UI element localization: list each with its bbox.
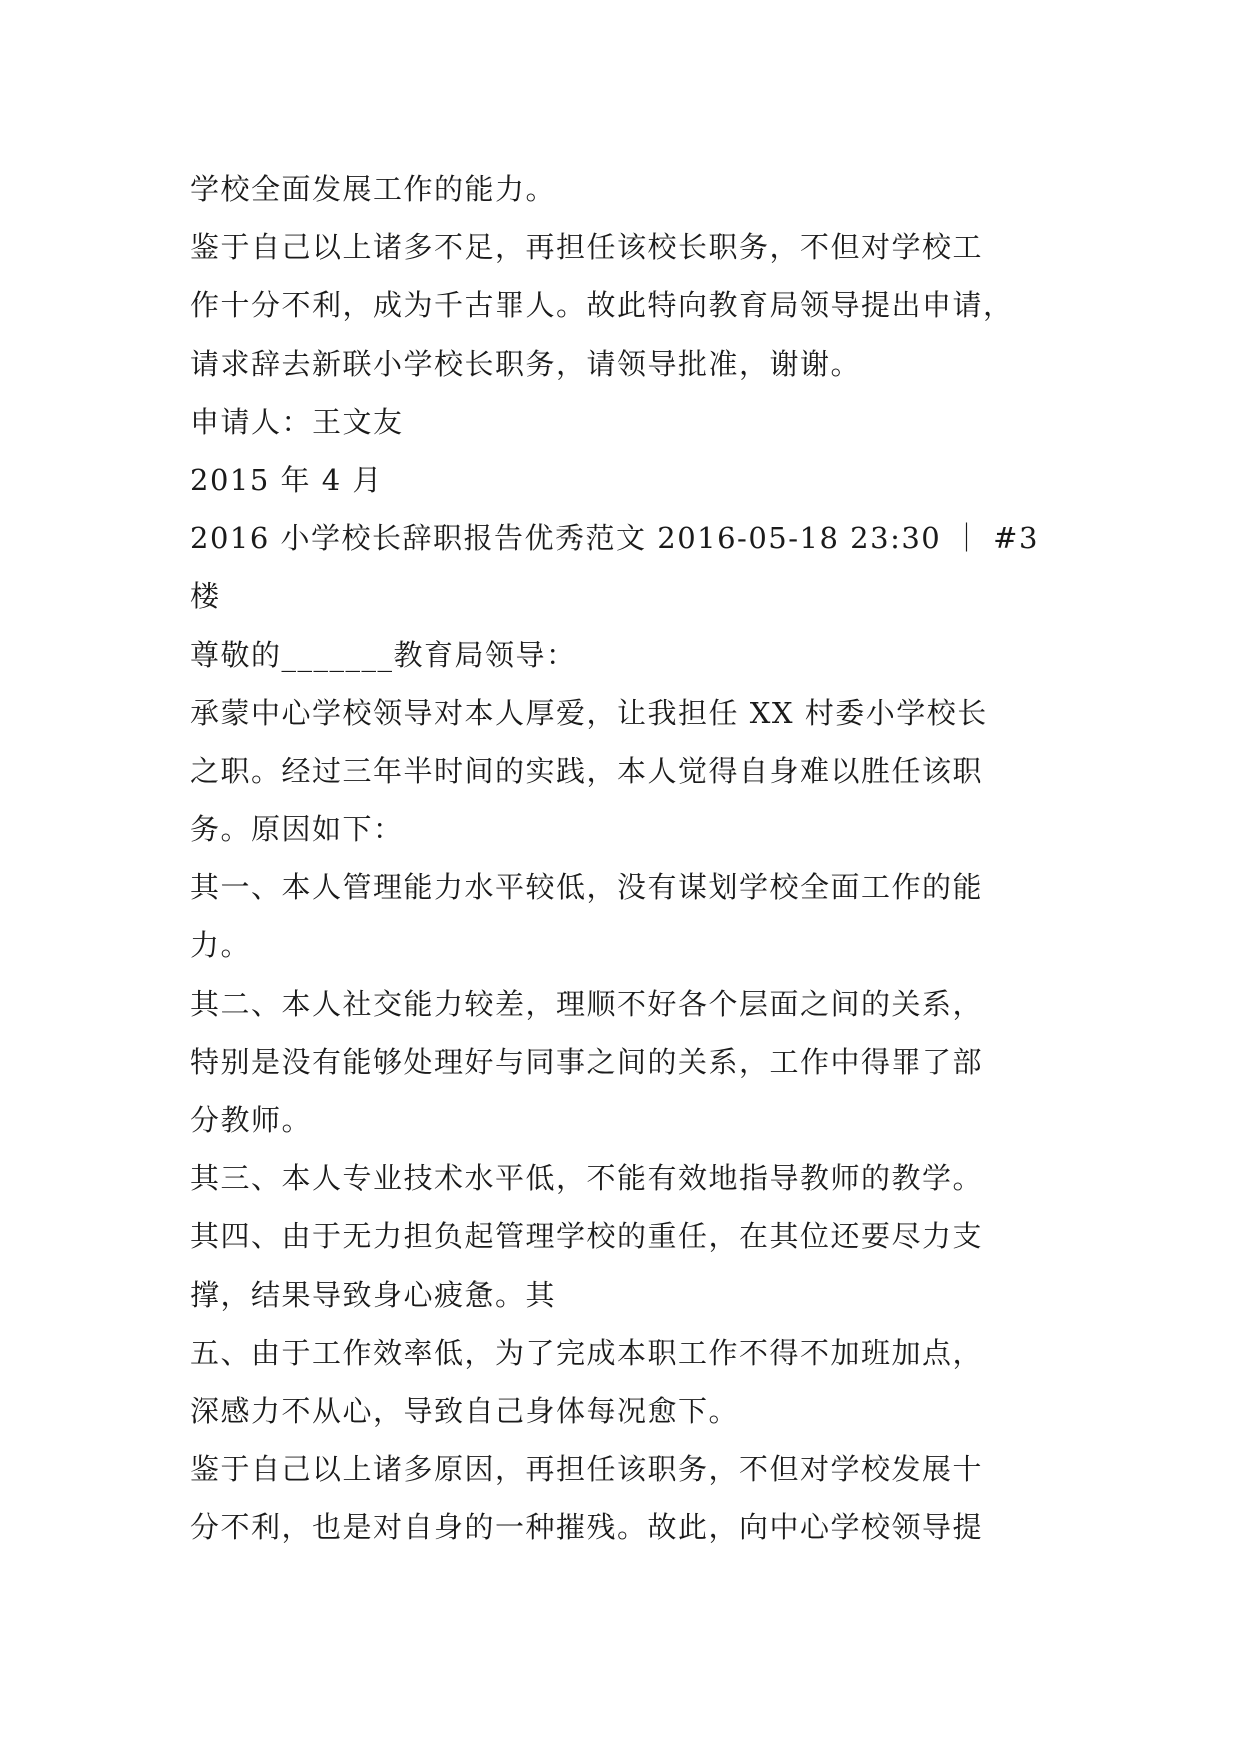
post-header-line: 2016 小学校长辞职报告优秀范文 2016-05-18 23:30 ｜ #3 bbox=[190, 521, 1039, 556]
text-line: 深感力不从心，导致自己身体每况愈下。 bbox=[190, 1393, 740, 1428]
text-line: 鉴于自己以上诸多原因，再担任该职务，不但对学校发展十 bbox=[190, 1452, 984, 1487]
salutation-line: 尊敬的_______教育局领导： bbox=[190, 637, 577, 672]
text-line: 请求辞去新联小学校长职务，请领导批准，谢谢。 bbox=[190, 346, 862, 381]
post-header-line: 楼 bbox=[190, 579, 221, 614]
text-line: 特别是没有能够处理好与同事之间的关系，工作中得罪了部 bbox=[190, 1044, 984, 1079]
text-line: 分不利，也是对自身的一种摧残。故此，向中心学校领导提 bbox=[190, 1510, 984, 1545]
text-line: 作十分不利，成为千古罪人。故此特向教育局领导提出申请， bbox=[190, 288, 1014, 323]
text-line: 鉴于自己以上诸多不足，再担任该校长职务，不但对学校工 bbox=[190, 230, 984, 265]
date-line: 2015 年 4 月 bbox=[190, 462, 383, 497]
text-line: 其一、本人管理能力水平较低，没有谋划学校全面工作的能 bbox=[190, 870, 984, 905]
text-line: 之职。经过三年半时间的实践，本人觉得自身难以胜任该职 bbox=[190, 753, 984, 788]
signature-line: 申请人：王文友 bbox=[190, 404, 404, 439]
text-line: 五、由于工作效率低，为了完成本职工作不得不加班加点， bbox=[190, 1335, 984, 1370]
text-line: 其三、本人专业技术水平低，不能有效地指导教师的教学。 bbox=[190, 1161, 984, 1196]
text-line: 分教师。 bbox=[190, 1103, 313, 1137]
text-line: 承蒙中心学校领导对本人厚爱，让我担任 XX 村委小学校长 bbox=[190, 695, 988, 730]
document-body bbox=[190, 160, 1070, 1557]
text-line: 务。原因如下： bbox=[190, 812, 404, 847]
text-line: 其二、本人社交能力较差，理顺不好各个层面之间的关系， bbox=[190, 986, 984, 1021]
text-line: 其四、由于无力担负起管理学校的重任，在其位还要尽力支 bbox=[190, 1219, 984, 1254]
text-line: 学校全面发展工作的能力。 bbox=[190, 172, 557, 206]
text-line: 力。 bbox=[190, 928, 252, 963]
text-line: 撑，结果导致身心疲惫。其 bbox=[190, 1277, 557, 1312]
